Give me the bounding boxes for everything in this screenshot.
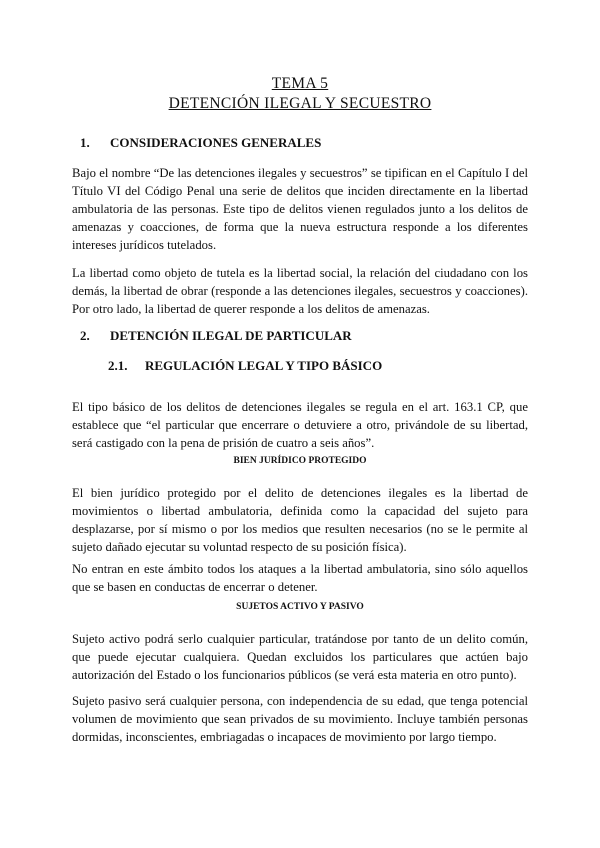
block-heading: SUJETOS ACTIVO Y PASIVO [236, 602, 364, 612]
paragraph: Sujeto activo podrá serlo cualquier particular, tratándose por tanto de un delito común, que puede ejecutar cualquiera. Quedan excluidos los particulares que actúen bajo autorización del Estado o los funcionarios públicos (se verá esta materia en otro punto). [72, 632, 528, 682]
section-1-heading: CONSIDERACIONES GENERALES [110, 135, 322, 150]
paragraph: Sujeto pasivo será cualquier persona, con independencia de su edad, que tenga potencial volumen de movimiento que sean privados de su movimiento. Incluye también personas dormidas, inconscientes, embriagadas o incapaces de movimiento por largo tiempo. [72, 694, 528, 744]
paragraph: El tipo básico de los delitos de detenciones ilegales se regula en el art. 163.1 CP, que establece que “el particular que encerrare o detuviere a otro, privándole de su libertad, será castigado con la pena de prisión de cuatro a seis años”. [72, 400, 528, 450]
section-1-number: 1. [80, 135, 90, 150]
paragraph: La libertad como objeto de tutela es la libertad social, la relación del ciudadano con los demás, la libertad de obrar (responde a las detenciones ilegales, secuestros y coacciones). Por otro lado, la libertad de querer responde a los delitos de amenazas. [72, 266, 528, 316]
subsection-heading: REGULACIÓN LEGAL Y TIPO BÁSICO [145, 358, 383, 373]
section-2-number: 2. [80, 328, 90, 343]
document-subtitle: DETENCIÓN ILEGAL Y SECUESTRO [168, 95, 432, 112]
subsection-number: 2.1. [108, 358, 128, 373]
paragraph: Bajo el nombre “De las detenciones ilegales y secuestros” se tipifican en el Capítulo I del Título VI del Código Penal una serie de delitos que inciden directamente en la libertad ambulatoria de las personas. Este tipo de delitos vienen regulados junto a los delitos de amenazas y coacciones, de forma que la nueva estructura responde a los diferentes intereses jurídicos tutelados. [72, 166, 528, 252]
document-title: TEMA 5 [271, 75, 329, 92]
block-heading: BIEN JURÍDICO PROTEGIDO [233, 456, 367, 466]
paragraph: El bien jurídico protegido por el delito de detenciones ilegales es la libertad de movimientos o libertad ambulatoria, definida como la capacidad del sujeto para desplazarse, por sí mismo o por los medios que resulten necesarios (no se le permite al sujeto dañado ejecutar su voluntad respecto de su posición física). [72, 486, 528, 554]
section-2-heading: DETENCIÓN ILEGAL DE PARTICULAR [110, 328, 352, 343]
paragraph: No entran en este ámbito todos los ataques a la libertad ambulatoria, sino sólo aquellos que se basen en conductas de encerrar o detener. [72, 562, 528, 594]
